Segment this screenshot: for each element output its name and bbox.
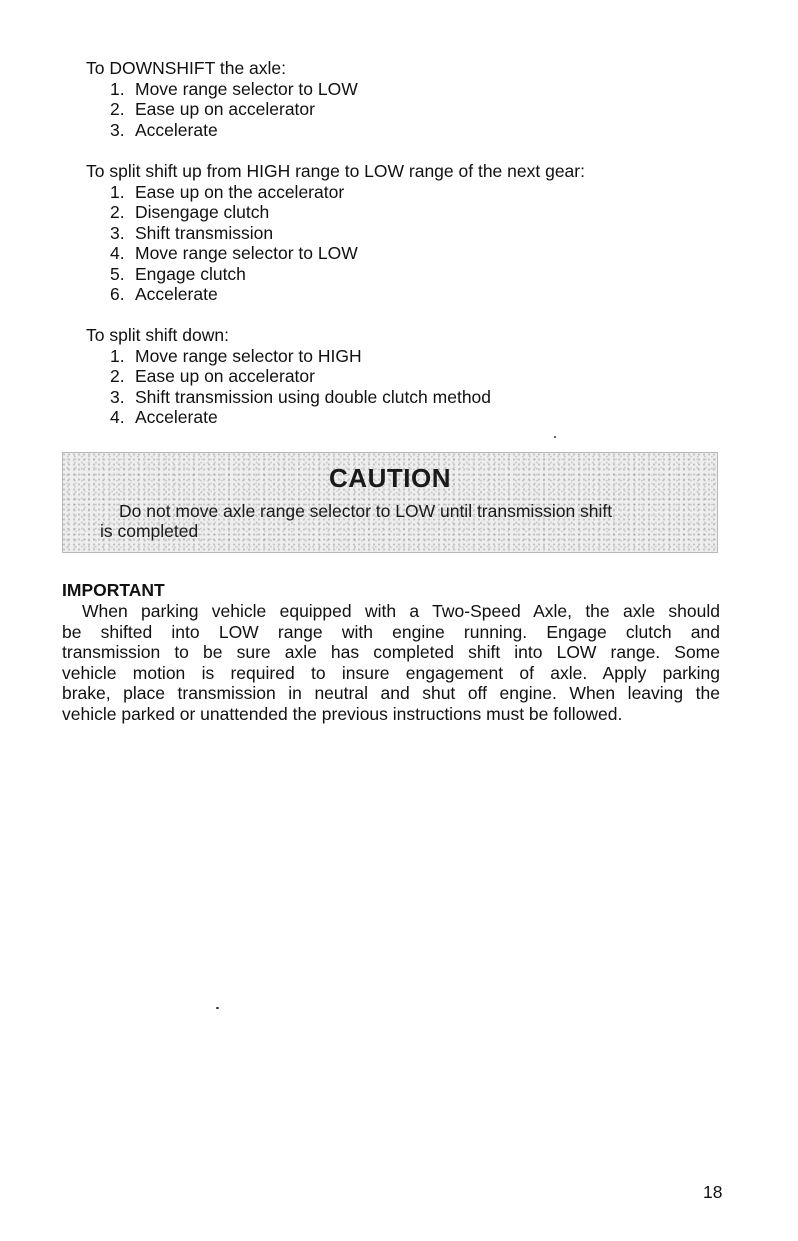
step-number: 4. <box>110 407 125 427</box>
list-item <box>86 202 585 223</box>
step-number: 2. <box>110 99 125 119</box>
step-number: 5. <box>110 263 125 284</box>
list-item <box>86 346 491 367</box>
list-item <box>86 407 491 428</box>
step-number: 3. <box>110 119 125 140</box>
step-text: Ease up on the accelerator <box>135 181 345 202</box>
list-item <box>86 120 358 141</box>
paragraph-line: vehicle parked or unattended the previous instructions must be followed. <box>62 703 623 724</box>
step-text: Accelerate <box>135 284 218 304</box>
step-text: Shift transmission using double clutch method <box>135 386 492 407</box>
important-paragraph <box>62 601 720 724</box>
list-item <box>86 79 358 100</box>
caution-box <box>62 452 718 553</box>
step-text: Engage clutch <box>135 263 246 284</box>
step-number: 3. <box>110 386 125 407</box>
page-number: 18 <box>703 1182 723 1202</box>
step-text: Ease up on accelerator <box>135 366 315 386</box>
step-text: Accelerate <box>135 407 218 427</box>
step-text: Accelerate <box>135 119 218 140</box>
paragraph-line: vehicle motion is required to insure engagement of axle. Apply parking <box>62 662 720 683</box>
step-number: 4. <box>110 243 125 263</box>
downshift-section <box>86 58 358 140</box>
list-item <box>86 284 585 305</box>
print-speck <box>216 1007 219 1009</box>
step-text: Move range selector to LOW <box>135 243 358 263</box>
downshift-steps <box>86 79 358 141</box>
caution-line: is completed <box>100 521 199 541</box>
list-item <box>86 223 585 244</box>
split-shift-down-section <box>86 325 491 428</box>
step-number: 2. <box>110 366 125 386</box>
split-shift-down-intro: To split shift down: <box>86 325 229 345</box>
caution-title: CAUTION <box>329 463 451 493</box>
split-shift-up-section <box>86 161 585 305</box>
list-item <box>86 99 358 120</box>
step-number: 2. <box>110 202 125 222</box>
step-number: 1. <box>110 78 125 99</box>
split-shift-up-steps <box>86 182 585 305</box>
list-item <box>86 264 585 285</box>
caution-text <box>100 501 700 541</box>
list-item <box>86 182 585 203</box>
split-shift-down-steps <box>86 346 491 428</box>
downshift-intro: To DOWNSHIFT the axle: <box>86 58 287 78</box>
step-text: Disengage clutch <box>135 202 270 222</box>
list-item <box>86 387 491 408</box>
print-speck <box>554 436 556 438</box>
paragraph-line: be shifted into LOW range with engine running. Engage clutch and <box>62 621 720 642</box>
paragraph-line: When parking vehicle equipped with a Two-Speed Axle, the axle should <box>82 601 720 621</box>
step-number: 3. <box>110 222 125 243</box>
list-item <box>86 366 491 387</box>
step-number: 6. <box>110 284 125 304</box>
step-text: Move range selector to HIGH <box>135 345 362 366</box>
caution-line: Do not move axle range selector to LOW until transmission shift <box>119 501 613 521</box>
step-text: Move range selector to LOW <box>135 78 358 99</box>
step-number: 1. <box>110 181 125 202</box>
step-number: 1. <box>110 345 125 366</box>
split-shift-up-intro: To split shift up from HIGH range to LOW range of the next gear: <box>86 161 585 181</box>
paragraph-line: transmission to be sure axle has completed shift into LOW range. Some <box>62 642 720 662</box>
paragraph-line: brake, place transmission in neutral and shut off engine. When leaving the <box>62 683 720 703</box>
important-heading: IMPORTANT <box>62 580 165 600</box>
list-item <box>86 243 585 264</box>
step-text: Shift transmission <box>135 222 274 243</box>
step-text: Ease up on accelerator <box>135 99 315 119</box>
